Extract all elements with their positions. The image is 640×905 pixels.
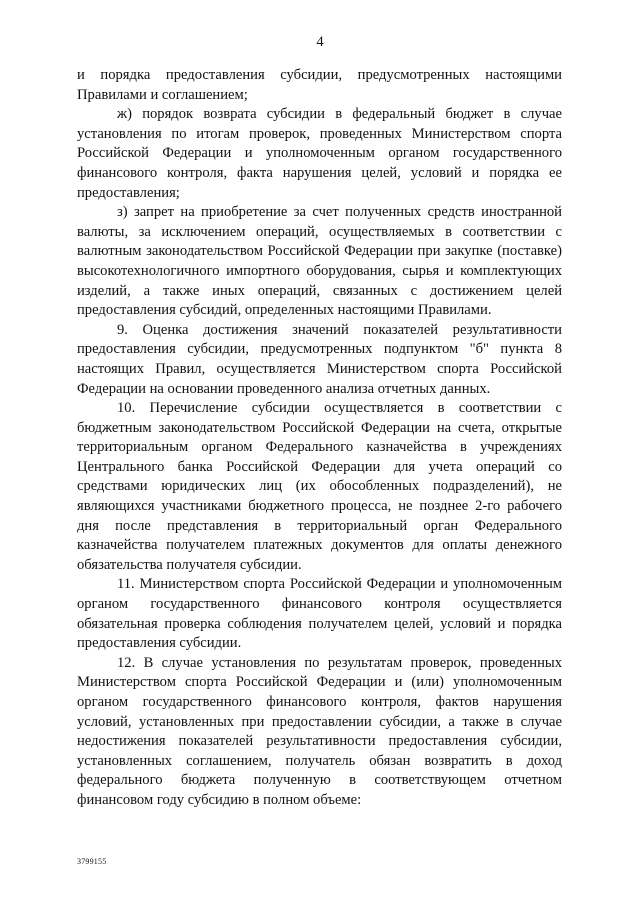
paragraph-item-zh: ж) порядок возврата субсидии в федеральный бюджет в случае установления по итогам проверок, проведенных Министерством спорта Российской Федерации и уполномоченным органом государственного финансового контроля, факта нарушения целей, условий и порядка ее предоставления; — [77, 106, 562, 201]
paragraph-item-z: з) запрет на приобретение за счет полученных средств иностранной валюты, за исключением операций, осуществляемых в соответствии с валютным законодательством Российской Федерации при закупке (поставке) высокотехнологичного импортного оборудования, сырья и комплектующих изделий, а также иных операций, связанных с достижением целей предоставления субсидий, определенных настоящими Правилами. — [77, 204, 562, 319]
document-code: 3799155 — [77, 857, 107, 866]
paragraph-clause-11: 11. Министерством спорта Российской Федерации и уполномоченным органом государственного финансового контроля осуществляется обязательная проверка соблюдения получателем целей, условий и порядка предоставления субсидии. — [77, 576, 562, 652]
document-body — [77, 66, 562, 811]
paragraph-clause-10: 10. Перечисление субсидии осуществляется в соответствии с бюджетным законодательством Российской Федерации на счета, открытые территориальным органом Федерального казначейства в учреждениях Центрального банка Российской Федерации для учета операций со средствами юридических лиц (их обособленных подразделений), не являющихся участниками бюджетного процесса, не позднее 2-го рабочего дня после представления в территориальный орган Федерального казначейства получателем платежных документов для оплаты денежного обязательства получателя субсидии. — [77, 400, 562, 573]
paragraph-continuation: и порядка предоставления субсидии, предусмотренных настоящими Правилами и соглашением; — [77, 67, 562, 103]
paragraph-clause-12: 12. В случае установления по результатам проверок, проведенных Министерством спорта Российской Федерации и (или) уполномоченным органом государственного финансового контроля, фактов нарушения условий, установленных при предоставлении субсидии, а также в случае недостижения показателей результативности предоставления субсидии, установленных соглашением, получатель обязан возвратить в доход федерального бюджета полученную в соответствующем отчетном финансовом году субсидию в полном объеме: — [77, 654, 562, 808]
page-number: 4 — [316, 34, 324, 50]
paragraph-clause-9: 9. Оценка достижения значений показателей результативности предоставления субсидии, предусмотренных подпунктом "б" пункта 8 настоящих Правил, осуществляется Министерством спорта Российской Федерации на основании проведенного анализа отчетных данных. — [77, 321, 562, 397]
